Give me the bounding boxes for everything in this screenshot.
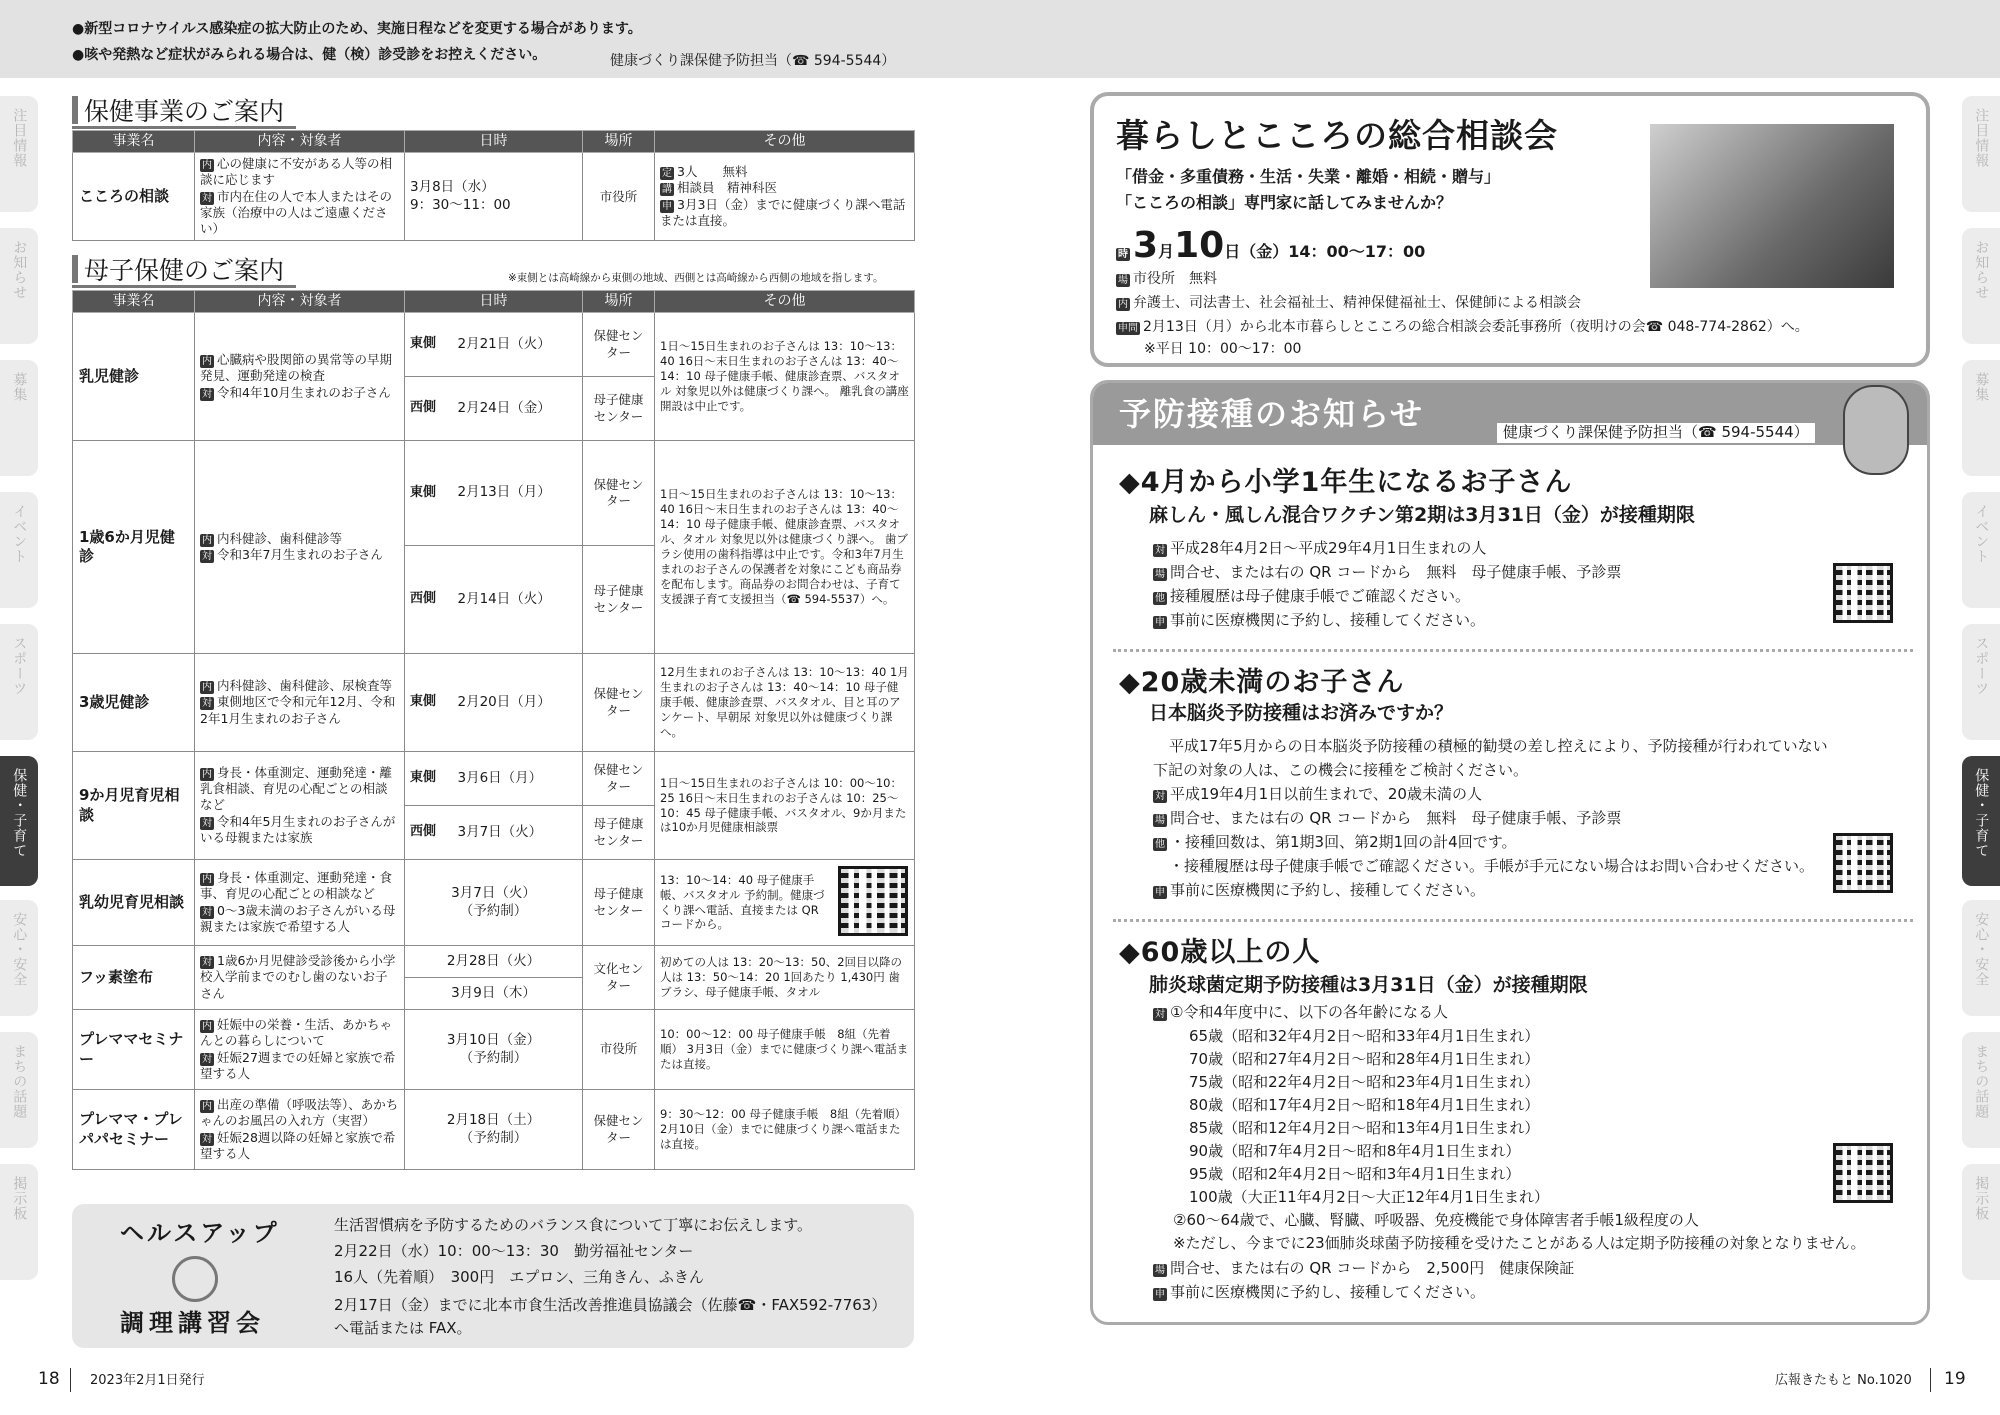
healthup-intro: 生活習慣病を予防するためのバランス食について丁寧にお伝えします。 <box>334 1216 813 1234</box>
date: 3月10日（金） （予約制） <box>405 1010 583 1090</box>
right-tab-4[interactable]: スポーツ <box>1962 624 2000 740</box>
side-label: 東側 <box>410 694 437 710</box>
date: 2月21日（火） <box>453 313 583 377</box>
table-row-name: プレママセミナー <box>73 1010 195 1090</box>
healthup-title-1: ヘルスアップ <box>120 1219 280 1247</box>
right-page-number: 19 <box>1944 1369 1966 1389</box>
side-label: 西側 <box>410 591 437 607</box>
hoken-header: 内容・対象者 <box>195 131 405 153</box>
notice-dept: 健康づくり課保健予防担当（☎ 594-5544） <box>610 53 896 69</box>
kurashi-sub-1: 「借金・多重債務・生活・失業・離婚・相続・贈与」 <box>1116 167 1501 186</box>
place: 母子健康センター <box>583 860 655 946</box>
vaccine-s1-line-3: 他 接種履歴は母子健康手帳でご確認ください。 <box>1155 587 1471 605</box>
date: 2月24日（金） <box>453 377 583 441</box>
table-row-name: プレママ・プレパパセミナー <box>73 1090 195 1170</box>
plate-icon <box>172 1256 218 1302</box>
kurashi-apply-2: ※平日 10：00〜17：00 <box>1144 341 1302 357</box>
right-tab-5[interactable]: 保健・子育て <box>1962 756 2000 886</box>
left-tab-2[interactable]: 募集 <box>0 360 38 476</box>
left-tab-6[interactable]: 安心・安全 <box>0 900 38 1016</box>
side-label: 東側 <box>410 770 437 786</box>
left-tab-0[interactable]: 注目情報 <box>0 96 38 212</box>
divider <box>1113 919 1913 922</box>
kurashi-staff: 内 弁護士、司法書士、社会福祉士、精神保健福祉士、保健師による相談会 <box>1118 295 1581 311</box>
vaccine-s1-sub: 麻しん・風しん混合ワクチン第2期は3月31日（金）が接種期限 <box>1149 504 1695 526</box>
place: 母子健康センター <box>583 546 655 654</box>
vaccine-s2-line-3: 他 ・接種回数は、第1期3回、第2期1回の計4回です。 <box>1155 833 1517 851</box>
divider <box>70 1368 71 1392</box>
kurashi-apply: 申問 2月13日（月）から北本市暮らしとこころの総合相談会委託事務所（夜明けの会☎ 048-774-2862）へ。 <box>1118 319 1809 335</box>
place: 市役所 <box>583 1010 655 1090</box>
notice-line-2: ●咳や発熱など症状がみられる場合は、健（検）診受診をお控えください。 <box>72 47 547 63</box>
table-row-name: 9か月児育児相談 <box>73 752 195 860</box>
table-row-content: 内 内科健診、歯科健診、尿検査等 対 東側地区で令和元年12月、令和2年1月生まれのお子さん <box>195 654 405 752</box>
hoken-place: 市役所 <box>583 153 655 241</box>
vaccine-s3-line-0: 対 ①令和4年度中に、以下の各年齢になる人 <box>1155 1003 1448 1021</box>
divider <box>1930 1368 1931 1392</box>
age-row: 85歳（昭和12年4月2日〜昭和13年4月1日生まれ） <box>1189 1119 1540 1137</box>
left-tab-5[interactable]: 保健・子育て <box>0 756 38 886</box>
table-row-content: 内 心臓病や股関節の異常等の早期発見、運動発達の検査 対 令和4年10月生まれのお子さん <box>195 313 405 441</box>
hoken-content: 内 心の健康に不安がある人等の相談に応じます 対 市内在住の人で本人またはその家族（治療中の人はご遠慮ください） <box>195 153 405 241</box>
healthup-line-3: 2月17日（金）までに北本市食生活改善推進員協議会（佐藤☎・FAX592-7763）へ電話または FAX。 <box>334 1296 887 1337</box>
right-tab-3[interactable]: イベント <box>1962 492 2000 608</box>
left-tab-8[interactable]: 掲示板 <box>0 1164 38 1280</box>
table-row-content: 内 身長・体重測定、運動発達・食事、育児の心配ごとの相談など 対 0〜3歳未満のお子さんがいる母親または家族で希望する人 <box>195 860 405 946</box>
vaccine-s2-para-1: 平成17年5月からの日本脳炎予防接種の積極的勧奨の差し控えにより、予防接種が行われていない <box>1169 737 1828 755</box>
laptop-photo <box>1650 124 1894 288</box>
date: 3月7日（火） <box>453 806 583 860</box>
mascot-icon <box>1843 385 1909 475</box>
vaccine-dept: 健康づくり課保健予防担当（☎ 594-5544） <box>1497 423 1815 443</box>
vaccine-s3-line-12: 申 事前に医療機関に予約し、接種してください。 <box>1155 1283 1486 1301</box>
place: 文化センター <box>583 946 655 1010</box>
vaccine-box <box>1090 380 1930 1325</box>
date: 3月7日（火） （予約制） <box>405 860 583 946</box>
place: 母子健康センター <box>583 377 655 441</box>
table-row-other: 初めての人は 13：20〜13：50、2回目以降の人は 13：50〜14：20 1回あたり 1,430円 歯ブラシ、母子健康手帳、タオル <box>655 946 915 1010</box>
kurashi-sub-2: 「こころの相談」専門家に話してみませんか？ <box>1116 193 1453 212</box>
left-tab-7[interactable]: まちの話題 <box>0 1032 38 1148</box>
date: 2月18日（土） （予約制） <box>405 1090 583 1170</box>
vaccine-s3-line-10: ※ただし、今までに23価肺炎球菌予防接種を受けたことがある人は定期予防接種の対象となりません。 <box>1173 1234 1866 1252</box>
vaccine-s1-line-2: 場 問合せ、または右の QR コードから 無料 母子健康手帳、予診票 <box>1155 563 1622 581</box>
age-row: 75歳（昭和22年4月2日〜昭和23年4月1日生まれ） <box>1189 1073 1540 1091</box>
hoken-date: 3月8日（水） 9：30〜11：00 <box>405 153 583 241</box>
table-row-other: 13：10〜14：40 母子健康手帳、バスタオル 予約制。健康づくり課へ電話、直接または QRコードから。 <box>655 860 915 946</box>
healthup-line-1: 2月22日（水）10：00〜13：30 勤労福祉センター <box>334 1242 694 1260</box>
hoken-other: 定 3人 無料 講 相談員 精神科医 申 3月3日（金）までに健康づくり課へ電話または直接。 <box>655 153 915 241</box>
table-row-other: 1日〜15日生まれのお子さんは 13：10〜13：40 16日〜末日生まれのお子さんは 13：40〜14：10 母子健康手帳、健康診査票、バスタオル、タオル 対象児以外は健康づくり課へ。 歯ブラシ使用の歯科指導は中止です。令和3年7月生まれのお子さんの保護者を対象にこども商品券を配布します。商品券のお問合わせは、子育て支援課子育て支援担当（☎ 594-5537）へ。 <box>655 441 915 654</box>
place: 母子健康センター <box>583 806 655 860</box>
date: 3月9日（木） <box>405 978 583 1010</box>
right-tab-7[interactable]: まちの話題 <box>1962 1032 2000 1148</box>
kurashi-title: 暮らしとこころの総合相談会 <box>1116 116 1558 155</box>
boshi-header: 日時 <box>405 291 583 313</box>
place: 保健センター <box>583 441 655 546</box>
age-row: 90歳（昭和7年4月2日〜昭和8年4月1日生まれ） <box>1189 1142 1521 1160</box>
vaccine-s2-line-1: 対 平成19年4月1日以前生まれで、20歳未満の人 <box>1155 785 1482 803</box>
vaccine-s3-line-11: 場 問合せ、または右の QR コードから 2,500円 健康保険証 <box>1155 1259 1575 1277</box>
hoken-header: 事業名 <box>73 131 195 153</box>
side-label: 東側 <box>410 484 437 500</box>
side-label: 東側 <box>410 336 437 352</box>
vaccine-s2-para-2: 下記の対象の人は、この機会に接種をご検討ください。 <box>1153 761 1529 779</box>
date: 2月28日（火） <box>405 946 583 978</box>
vaccine-s3-sub: 肺炎球菌定期予防接種は3月31日（金）が接種期限 <box>1149 974 1588 996</box>
vaccine-s3-heading: ◆60歳以上の人 <box>1119 937 1321 968</box>
qr-code-icon[interactable] <box>838 866 908 936</box>
hoken-name: こころの相談 <box>73 153 195 241</box>
place: 保健センター <box>583 654 655 752</box>
healthup-line-2: 16人（先着順） 300円 エプロン、三角きん、ふきん <box>334 1268 704 1286</box>
notice-banner <box>0 0 2000 78</box>
date: 2月20日（月） <box>453 654 583 752</box>
vaccine-s2-heading: ◆20歳未満のお子さん <box>1119 667 1405 698</box>
boshi-header: 事業名 <box>73 291 195 313</box>
right-tab-6[interactable]: 安心・安全 <box>1962 900 2000 1016</box>
left-tab-1[interactable]: お知らせ <box>0 228 38 344</box>
left-tab-3[interactable]: イベント <box>0 492 38 608</box>
boshi-table <box>72 290 915 1170</box>
age-row: 65歳（昭和32年4月2日〜昭和33年4月1日生まれ） <box>1189 1027 1540 1045</box>
vaccine-s1-line-4: 申 事前に医療機関に予約し、接種してください。 <box>1155 611 1486 629</box>
place: 保健センター <box>583 313 655 377</box>
table-row-name: 3歳児健診 <box>73 654 195 752</box>
table-row-other: 1日〜15日生まれのお子さんは 13：10〜13：40 16日〜末日生まれのお子さんは 13：40〜14：10 母子健康手帳、健康診査票、バスタオル 対象児以外は健康づくり課へ。 離乳食の講座開設は中止です。 <box>655 313 915 441</box>
hoken-table <box>72 130 915 241</box>
healthup-title-2: 調理講習会 <box>120 1309 265 1337</box>
vaccine-s2-line-5: 申 事前に医療機関に予約し、接種してください。 <box>1155 881 1486 899</box>
vaccine-title: 予防接種のお知らせ <box>1119 395 1425 433</box>
right-tab-8[interactable]: 掲示板 <box>1962 1164 2000 1280</box>
table-row-name: 乳児健診 <box>73 313 195 441</box>
date: 3月6日（月） <box>453 752 583 806</box>
right-tab-0[interactable]: 注目情報 <box>1962 96 2000 212</box>
table-row-name: フッ素塗布 <box>73 946 195 1010</box>
vaccine-s1-line-1: 対 平成28年4月2日〜平成29年4月1日生まれの人 <box>1155 539 1487 557</box>
table-row-other: 12月生まれのお子さんは 13：10〜13：40 1月生まれのお子さんは 13：40〜14：10 母子健康手帳、健康診査票、バスタオル、目と耳のアンケート、早朝尿 対象児以外は健康づくり課へ。 <box>655 654 915 752</box>
boshi-header: その他 <box>655 291 915 313</box>
boshi-note: ※東側とは高崎線から東側の地域、西側とは高崎線から西側の地域を指します。 <box>508 272 884 284</box>
left-page-number: 18 <box>38 1369 60 1389</box>
boshi-header: 場所 <box>583 291 655 313</box>
right-tab-1[interactable]: お知らせ <box>1962 228 2000 344</box>
place: 保健センター <box>583 752 655 806</box>
right-tab-2[interactable]: 募集 <box>1962 360 2000 476</box>
vaccine-s1-heading: ◆4月から小学1年生になるお子さん <box>1119 467 1573 498</box>
vaccine-s3-line-9: ②60〜64歳で、心臓、腎臓、呼吸器、免疫機能で身体障害者手帳1級程度の人 <box>1173 1211 1699 1229</box>
date: 2月13日（月） <box>453 441 583 546</box>
table-row-content: 内 内科健診、歯科健診等 対 令和3年7月生まれのお子さん <box>195 441 405 654</box>
kurashi-place: 場 市役所 無料 <box>1118 271 1217 287</box>
side-label: 西側 <box>410 400 437 416</box>
side-label: 西側 <box>410 824 437 840</box>
healthup-box <box>72 1204 914 1348</box>
table-row-content: 内 出産の準備（呼吸法等）、あかちゃんのお風呂の入れ方（実習） 対 妊娠28週以降の妊婦と家族で希望する人 <box>195 1090 405 1170</box>
place: 保健センター <box>583 1090 655 1170</box>
boshi-title: 母子保健のご案内 <box>72 257 296 288</box>
table-row-other: 9：30〜12：00 母子健康手帳 8組（先着順） 2月10日（金）までに健康づくり課へ電話または直接。 <box>655 1090 915 1170</box>
age-row: 70歳（昭和27年4月2日〜昭和28年4月1日生まれ） <box>1189 1050 1540 1068</box>
date: 2月14日（火） <box>453 546 583 654</box>
right-publication: 広報きたもと No.1020 <box>1775 1373 1912 1388</box>
table-row-content: 内 身長・体重測定、運動発達・離乳食相談、育児の心配ごとの相談など 対 令和4年5月生まれのお子さんがいる母親または家族 <box>195 752 405 860</box>
age-row: 100歳（大正11年4月2日〜大正12年4月1日生まれ） <box>1189 1188 1549 1206</box>
boshi-header: 内容・対象者 <box>195 291 405 313</box>
vaccine-s2-line-2: 場 問合せ、または右の QR コードから 無料 母子健康手帳、予診票 <box>1155 809 1622 827</box>
vaccine-s2-sub: 日本脳炎予防接種はお済みですか？ <box>1149 702 1454 724</box>
vaccine-s2-line-4: ・接種履歴は母子健康手帳でご確認ください。手帳が手元にない場合はお問い合わせください。 <box>1169 857 1815 875</box>
table-row-content: 対 1歳6か月児健診受診後から小学校入学前までのむし歯のないお子さん <box>195 946 405 1010</box>
left-date: 2023年2月1日発行 <box>90 1373 205 1388</box>
table-row-name: 乳幼児育児相談 <box>73 860 195 946</box>
kurashi-date: 時 3 月 10 日（金）14：00〜17：00 <box>1118 225 1426 266</box>
hoken-header: 日時 <box>405 131 583 153</box>
table-row-content: 内 妊娠中の栄養・生活、あかちゃんとの暮らしについて 対 妊娠27週までの妊婦と家族で希望する人 <box>195 1010 405 1090</box>
left-tab-4[interactable]: スポーツ <box>0 624 38 740</box>
divider <box>1113 649 1913 652</box>
table-row-other: 1日〜15日生まれのお子さんは 10：00〜10：25 16日〜末日生まれのお子さんは 10：25〜10：45 母子健康手帳、バスタオル、9か月または10か月児健康相談票 <box>655 752 915 860</box>
hoken-title: 保健事業のご案内 <box>72 98 296 129</box>
age-row: 80歳（昭和17年4月2日〜昭和18年4月1日生まれ） <box>1189 1096 1540 1114</box>
kurashi-box <box>1090 92 1930 367</box>
qr-code-icon[interactable] <box>1833 833 1893 893</box>
table-row-other: 10：00〜12：00 母子健康手帳 8組（先着順） 3月3日（金）までに健康づくり課へ電話または直接。 <box>655 1010 915 1090</box>
hoken-header: 場所 <box>583 131 655 153</box>
hoken-header: その他 <box>655 131 915 153</box>
table-row-name: 1歳6か月児健診 <box>73 441 195 654</box>
qr-code-icon[interactable] <box>1833 1143 1893 1203</box>
qr-code-icon[interactable] <box>1833 563 1893 623</box>
notice-line-1: ●新型コロナウイルス感染症の拡大防止のため、実施日程などを変更する場合があります。 <box>72 21 642 37</box>
age-row: 95歳（昭和2年4月2日〜昭和3年4月1日生まれ） <box>1189 1165 1521 1183</box>
